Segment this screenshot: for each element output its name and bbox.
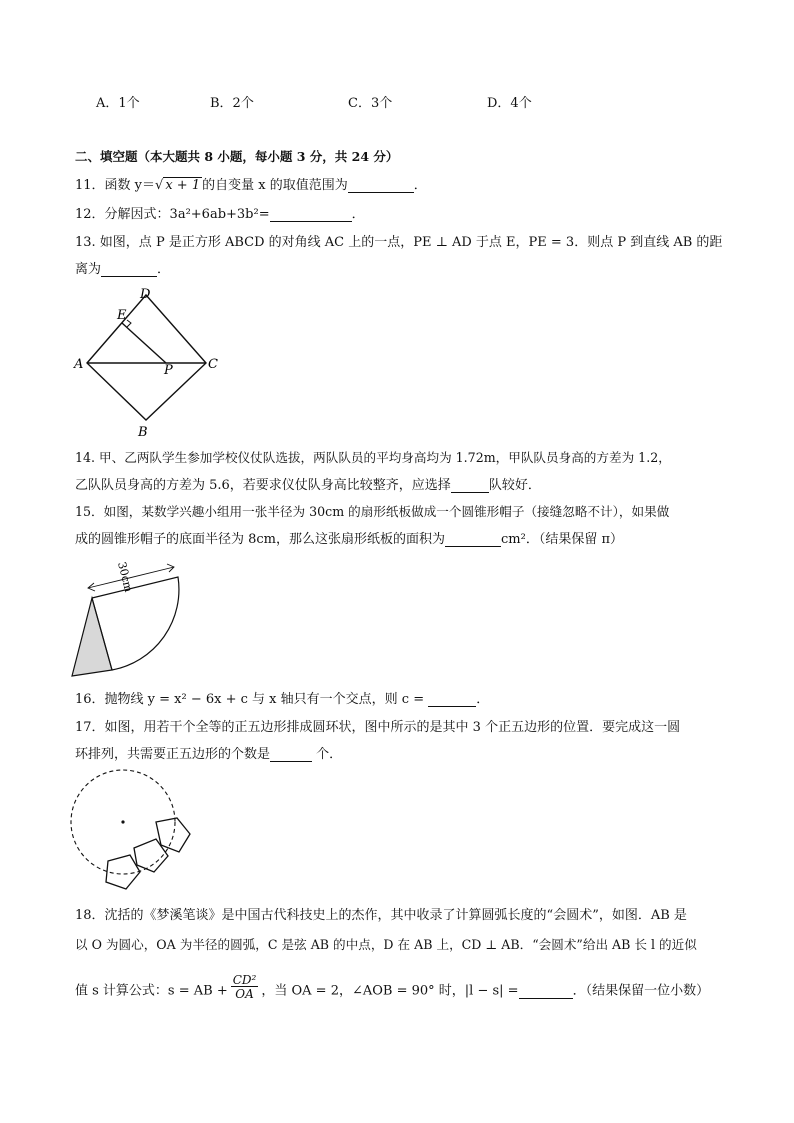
q11-radicand: x + 1 xyxy=(165,178,201,193)
option-a: A．1个 xyxy=(96,96,140,111)
q12-end: ． xyxy=(351,207,365,222)
q18-line3 xyxy=(75,973,710,1004)
q13-line2 xyxy=(75,263,170,277)
q11-end: ． xyxy=(413,178,427,193)
q18-line3-prefix: 值 s 计算公式：s = AB + xyxy=(75,983,228,999)
section-title: 二、填空题（本大题共 8 小题，每小题 3 分，共 24 分） xyxy=(75,149,399,164)
q17-line2-prefix: 环排列，共需要正五边形的个数是 xyxy=(75,747,271,762)
question-16 xyxy=(75,693,489,707)
q15-line2-suffix: cm²．（结果保留 π） xyxy=(501,532,624,547)
q18-line3-suffix: ．（结果保留一位小数） xyxy=(572,983,710,999)
q12-text: 分解因式：3a²+6ab+3b²= xyxy=(104,207,270,222)
q12-answer-blank xyxy=(270,208,352,222)
q18-answer-blank xyxy=(519,985,573,999)
label-c: C xyxy=(208,357,218,372)
option-c: C．3个 xyxy=(348,96,393,111)
fraction-numerator: CD² xyxy=(232,973,257,987)
label-a: A xyxy=(74,357,84,372)
label-b: B xyxy=(138,425,148,440)
question-12 xyxy=(75,208,365,222)
q18-fraction xyxy=(231,974,259,1000)
q17-line2-suffix: 个． xyxy=(312,747,343,762)
question-11 xyxy=(75,179,427,193)
q15-line1: 15．如图，某数学兴趣小组用一张半径为 30cm 的扇形纸板做成一个圆锥形帽子（接缝忽略不计），如果做 xyxy=(75,504,670,519)
q14-line2-suffix: 队较好． xyxy=(488,478,541,493)
q17-answer-blank xyxy=(270,748,312,762)
fraction-denominator: OA xyxy=(235,987,254,1001)
q16-text: 16．抛物线 y = x² − 6x + c 与 x 轴只有一个交点，则 c = xyxy=(75,692,429,707)
sqrt-symbol: √ xyxy=(155,178,164,193)
q12-number: 12． xyxy=(75,207,105,222)
q13-line2-end: ． xyxy=(157,262,171,277)
q11-answer-blank xyxy=(348,179,414,193)
q14-line2-prefix: 乙队队员身高的方差为 5.6，若要求仪仗队身高比较整齐，应选择 xyxy=(75,478,451,493)
q18-line2: 以 O 为圆心，OA 为半径的圆弧，C 是弦 AB 的中点，D 在 AB 上，CD ⊥ AB．“会圆术”给出 AB 长 l 的近似 xyxy=(75,937,697,952)
q14-answer-blank xyxy=(451,479,489,493)
q13-line2-prefix: 离为 xyxy=(75,262,102,277)
label-p: P xyxy=(164,363,173,378)
sector-figure xyxy=(66,553,196,683)
square-figure xyxy=(70,285,230,440)
pentagon-ring-figure xyxy=(66,768,206,898)
label-e: E xyxy=(117,308,127,323)
option-b: B．2个 xyxy=(210,96,254,111)
q14-line2 xyxy=(75,479,541,493)
q17-line1: 17．如图，用若干个全等的正五边形排成圆环状，图中所示的是其中 3 个正五边形的位置．要完成这一圆 xyxy=(75,720,681,735)
option-d: D．4个 xyxy=(487,96,532,111)
q11-prefix: 函数 y＝ xyxy=(104,178,156,193)
q18-line1: 18．沈括的《梦溪笔谈》是中国古代科技史上的杰作，其中收录了计算圆弧长度的“会圆术”，如图．AB 是 xyxy=(75,908,687,923)
q13-answer-blank xyxy=(101,263,157,277)
q11-number: 11． xyxy=(75,178,105,193)
q14-line1: 14. 甲、乙两队学生参加学校仪仗队选拔，两队队员的平均身高均为 1.72m，甲队队员身高的方差为 1.2， xyxy=(75,450,671,465)
q17-line2 xyxy=(75,748,342,762)
q15-line2-prefix: 成的圆锥形帽子的底面半径为 8cm，那么这张扇形纸板的面积为 xyxy=(75,532,446,547)
q16-answer-blank xyxy=(428,693,476,707)
q16-end: ． xyxy=(476,692,490,707)
q15-answer-blank xyxy=(445,533,501,547)
sector-radius-label: 30cm xyxy=(115,560,136,594)
q18-line3-middle: ，当 OA = 2，∠AOB = 90° 时，|l − s| = xyxy=(261,983,519,999)
q15-line2 xyxy=(75,533,623,547)
q13-line1: 13. 如图，点 P 是正方形 ABCD 的对角线 AC 上的一点，PE ⊥ AD 于点 E，PE = 3．则点 P 到直线 AB 的距 xyxy=(75,235,723,250)
label-d: D xyxy=(140,287,151,302)
q11-suffix: 的自变量 x 的取值范围为 xyxy=(202,178,348,193)
